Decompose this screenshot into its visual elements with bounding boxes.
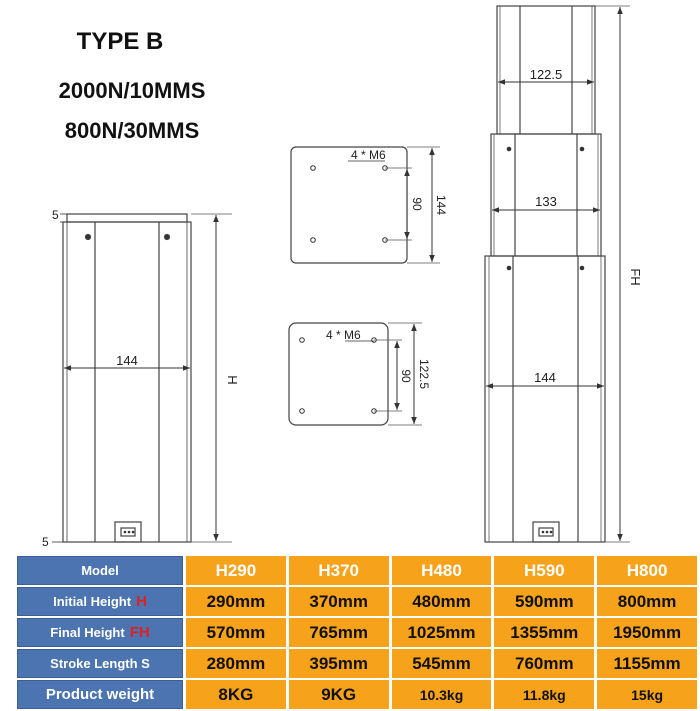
table-cell: 480mm — [392, 587, 492, 616]
table-row — [17, 618, 697, 647]
model-cell: H590 — [494, 556, 594, 585]
table-cell: 765mm — [289, 618, 389, 647]
dim-top-gap: 5 — [52, 208, 59, 222]
dim-right-height: FH — [628, 268, 643, 286]
type-title: TYPE B — [76, 28, 164, 55]
table-cell: 11.8kg — [494, 680, 594, 709]
row-label: Final Height FH — [17, 618, 183, 647]
table-cell: 290mm — [186, 587, 286, 616]
dim-left-width: 144 — [116, 353, 138, 368]
plate2-spacing: 90 — [399, 369, 413, 383]
spec-line-1: 2000N/10MMS — [58, 78, 206, 103]
model-cell: H800 — [597, 556, 697, 585]
column-body — [63, 222, 191, 542]
plate1-spacing: 90 — [410, 197, 424, 211]
dim-left-height: H — [225, 375, 240, 385]
table-cell: 760mm — [494, 649, 594, 678]
table-row — [17, 680, 697, 709]
retracted-column — [63, 214, 191, 542]
dim-bottom-width: 144 — [534, 370, 556, 385]
model-cell: H370 — [289, 556, 389, 585]
dim-top-width: 122.5 — [529, 67, 563, 82]
column-top-plate — [67, 214, 187, 222]
table-cell: 370mm — [289, 587, 389, 616]
spec-table — [14, 554, 700, 711]
table-header-label: Model — [17, 556, 183, 585]
table-row — [17, 587, 697, 616]
table-cell: 800mm — [597, 587, 697, 616]
row-label: Stroke Length S — [17, 649, 183, 678]
table-cell: 1155mm — [597, 649, 697, 678]
row-label: Initial Height H — [17, 587, 183, 616]
table-cell: 590mm — [494, 587, 594, 616]
table-cell: 15kg — [597, 680, 697, 709]
plate2-holes-label: 4 * M6 — [326, 328, 361, 342]
table-cell: 395mm — [289, 649, 389, 678]
row-mark: H — [136, 593, 147, 610]
dim-bottom-gap: 5 — [42, 535, 49, 549]
model-cell: H290 — [186, 556, 286, 585]
model-cell: H480 — [392, 556, 492, 585]
table-cell: 1950mm — [597, 618, 697, 647]
table-cell: 10.3kg — [392, 680, 492, 709]
table-cell: 1355mm — [494, 618, 594, 647]
dim-mid-width: 133 — [535, 194, 557, 209]
table-cell: 570mm — [186, 618, 286, 647]
plate2-size: 122.5 — [417, 358, 431, 390]
table-row — [17, 649, 697, 678]
table-cell: 9KG — [289, 680, 389, 709]
row-mark: FH — [129, 624, 150, 641]
table-cell: 545mm — [392, 649, 492, 678]
plate1-holes-label: 4 * M6 — [351, 148, 386, 162]
table-cell: 8KG — [186, 680, 286, 709]
table-cell: 1025mm — [392, 618, 492, 647]
table-cell: 280mm — [186, 649, 286, 678]
table-header-row — [17, 556, 697, 585]
row-label: Product weight — [17, 680, 183, 709]
spec-line-2: 800N/30MMS — [64, 118, 200, 143]
stage-bottom — [485, 256, 605, 542]
plate1-size: 144 — [434, 194, 448, 216]
extended-column — [485, 6, 605, 542]
